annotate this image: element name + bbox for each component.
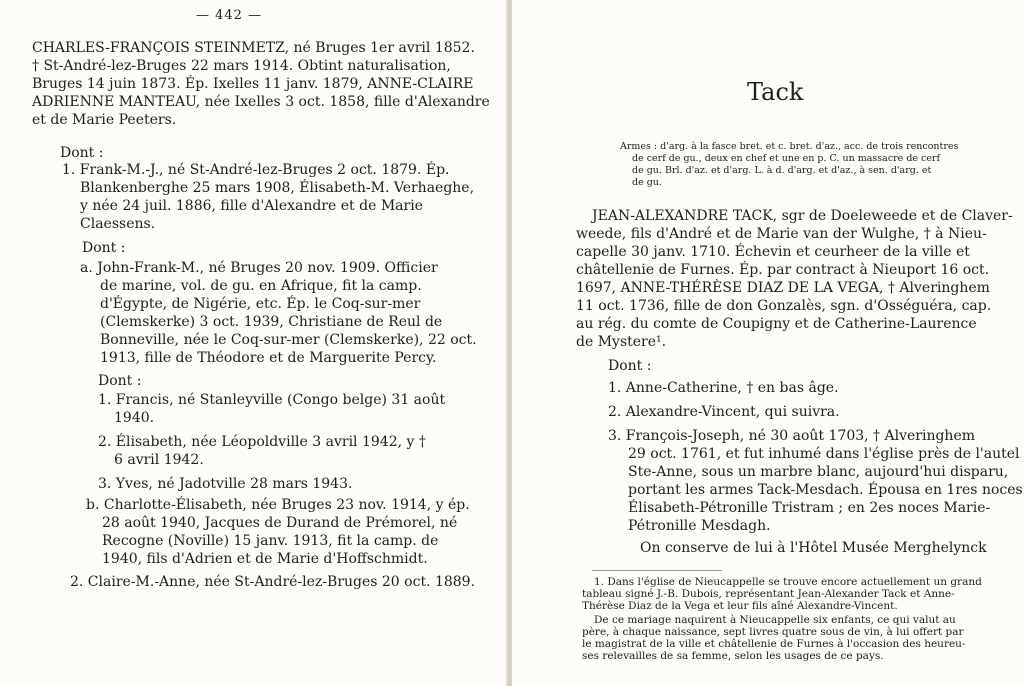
text-line: 6 avril 1942. <box>114 452 204 468</box>
text-line: 1. Dans l'église de Nieucappelle se trouve encore actuellement un grand <box>594 576 982 588</box>
text-line: de Mystere¹. <box>576 334 667 350</box>
text-line: 2. Élisabeth, née Léopoldville 3 avril 1942, y † <box>98 434 426 450</box>
text-line: 1. Frank-M.-J., né St-André-lez-Bruges 2 oct. 1879. Ép. <box>62 162 450 178</box>
text-line: Thérèse Diaz de la Vega et leur fils aîné Alexandre-Vincent. <box>582 600 898 612</box>
text-line: 1913, fille de Théodore et de Marguerite Percy. <box>100 350 437 366</box>
page-number: — 442 — <box>196 8 263 23</box>
text-line: Armes : d'arg. à la fasce bret. et c. bret. d'az., acc. de trois rencontres <box>620 141 959 152</box>
text-line: 3. François-Joseph, né 30 août 1703, † Alveringhem <box>608 428 976 444</box>
footnote-rule <box>592 570 722 571</box>
text-line: Blankenberghe 25 mars 1908, Élisabeth-M. Verhaeghe, <box>80 180 475 196</box>
dont-label: Dont : <box>98 373 142 389</box>
text-line: de gu. Brl. d'az. et d'arg. L. à d. d'arg. et d'az., à sen. d'arg. et <box>632 165 932 176</box>
text-line: capelle 30 janv. 1710. Échevin et ceurheer de la ville et <box>576 244 970 260</box>
text-line: et de Marie Peeters. <box>32 112 177 128</box>
text-line: b. Charlotte-Élisabeth, née Bruges 23 nov. 1914, y ép. <box>86 497 470 513</box>
text-line: De ce mariage naquirent à Nieucappelle six enfants, ce qui valut au <box>594 614 956 626</box>
text-line: weede, fils d'André et de Marie van der Wulghe, † à Nieu- <box>576 226 987 242</box>
text-line: y née 24 juil. 1886, fille d'Alexandre et de Marie <box>80 198 423 214</box>
grandchild-item-3: 3. Yves, né Jadotville 28 mars 1943. <box>98 476 353 492</box>
text-line: JEAN-ALEXANDRE TACK, sgr de Doeleweede et de Claver- <box>592 208 1013 224</box>
text-line: portant les armes Tack-Mesdach. Épousa en 1res noces <box>628 482 1023 498</box>
text-line: Bruges 14 juin 1873. Ép. Ixelles 11 janv. 1879, ANNE-CLAIRE <box>32 76 474 92</box>
text-line: 1697, ANNE-THÉRÈSE DIAZ DE LA VEGA, † Alveringhem <box>576 280 990 296</box>
text-line: 1940, fils d'Adrien et de Marie d'Hoffschmidt. <box>102 551 428 567</box>
left-page <box>0 0 508 686</box>
text-line: 29 oct. 1761, et fut inhumé dans l'église près de l'autel <box>628 446 1020 462</box>
dont-label: Dont : <box>608 358 652 374</box>
child-item-1: 1. Anne-Catherine, † en bas âge. <box>608 380 839 396</box>
text-line: CHARLES-FRANÇOIS STEINMETZ, né Bruges 1er avril 1852. <box>32 40 475 56</box>
text-line: tableau signé J.-B. Dubois, représentant Jean-Alexander Tack et Anne- <box>582 588 955 600</box>
text-line: de cerf de gu., deux en chef et une en p. C. un massacre de cerf <box>632 153 941 164</box>
text-line: Claessens. <box>80 216 156 232</box>
text-line: ses relevailles de sa femme, selon les usages de ce pays. <box>582 650 884 662</box>
child-item-2: 2. Alexandre-Vincent, qui suivra. <box>608 404 840 420</box>
conserve-line: On conserve de lui à l'Hôtel Musée Merghelynck <box>640 540 987 556</box>
text-line: 28 août 1940, Jacques de Durand de Prémorel, né <box>102 515 458 531</box>
text-line: de gu. <box>632 177 662 188</box>
child-item-2: 2. Claire-M.-Anne, née St-André-lez-Bruges 20 oct. 1889. <box>70 574 476 590</box>
text-line: Élisabeth-Pétronille Tristram ; en 2es noces Marie- <box>628 500 991 516</box>
text-line: Bonneville, née le Coq-sur-mer (Clemskerke), 22 oct. <box>100 332 477 348</box>
text-line: le magistrat de la ville et châtellenie de Furnes à l'occasion des heureu- <box>582 638 966 650</box>
dont-label: Dont : <box>82 240 126 256</box>
text-line: Recogne (Noville) 15 janv. 1913, fit la camp. de <box>102 533 439 549</box>
text-line: 1940. <box>114 410 155 426</box>
text-line: père, à chaque naissance, sept livres quatre sous de vin, à lui offert par <box>582 626 964 638</box>
text-line: 11 oct. 1736, fille de don Gonzalès, sgn. d'Osséguéra, cap. <box>576 298 992 314</box>
text-line: (Clemskerke) 3 oct. 1939, Christiane de Reul de <box>100 314 443 330</box>
text-line: a. John-Frank-M., né Bruges 20 nov. 1909. Officier <box>80 260 438 276</box>
text-line: Ste-Anne, sous un marbre blanc, aujourd'hui disparu, <box>628 464 1009 480</box>
text-line: d'Égypte, de Nigérie, etc. Ép. le Coq-sur-mer <box>100 296 421 312</box>
text-line: au rég. du comte de Coupigny et de Catherine-Laurence <box>576 316 977 332</box>
text-line: 1. Francis, né Stanleyville (Congo belge) 31 août <box>98 392 446 408</box>
text-line: † St-André-lez-Bruges 22 mars 1914. Obtint naturalisation, <box>32 58 451 74</box>
text-line: ADRIENNE MANTEAU, née Ixelles 3 oct. 1858, fille d'Alexandre <box>32 94 490 110</box>
right-page <box>512 0 1024 686</box>
text-line: Pétronille Mesdagh. <box>628 518 771 534</box>
dont-label: Dont : <box>60 145 104 161</box>
text-line: châtellenie de Furnes. Ép. par contract à Nieuport 16 oct. <box>576 262 990 278</box>
family-title: Tack <box>747 78 804 106</box>
text-line: de marine, vol. de gu. en Afrique, fit la camp. <box>100 278 422 294</box>
